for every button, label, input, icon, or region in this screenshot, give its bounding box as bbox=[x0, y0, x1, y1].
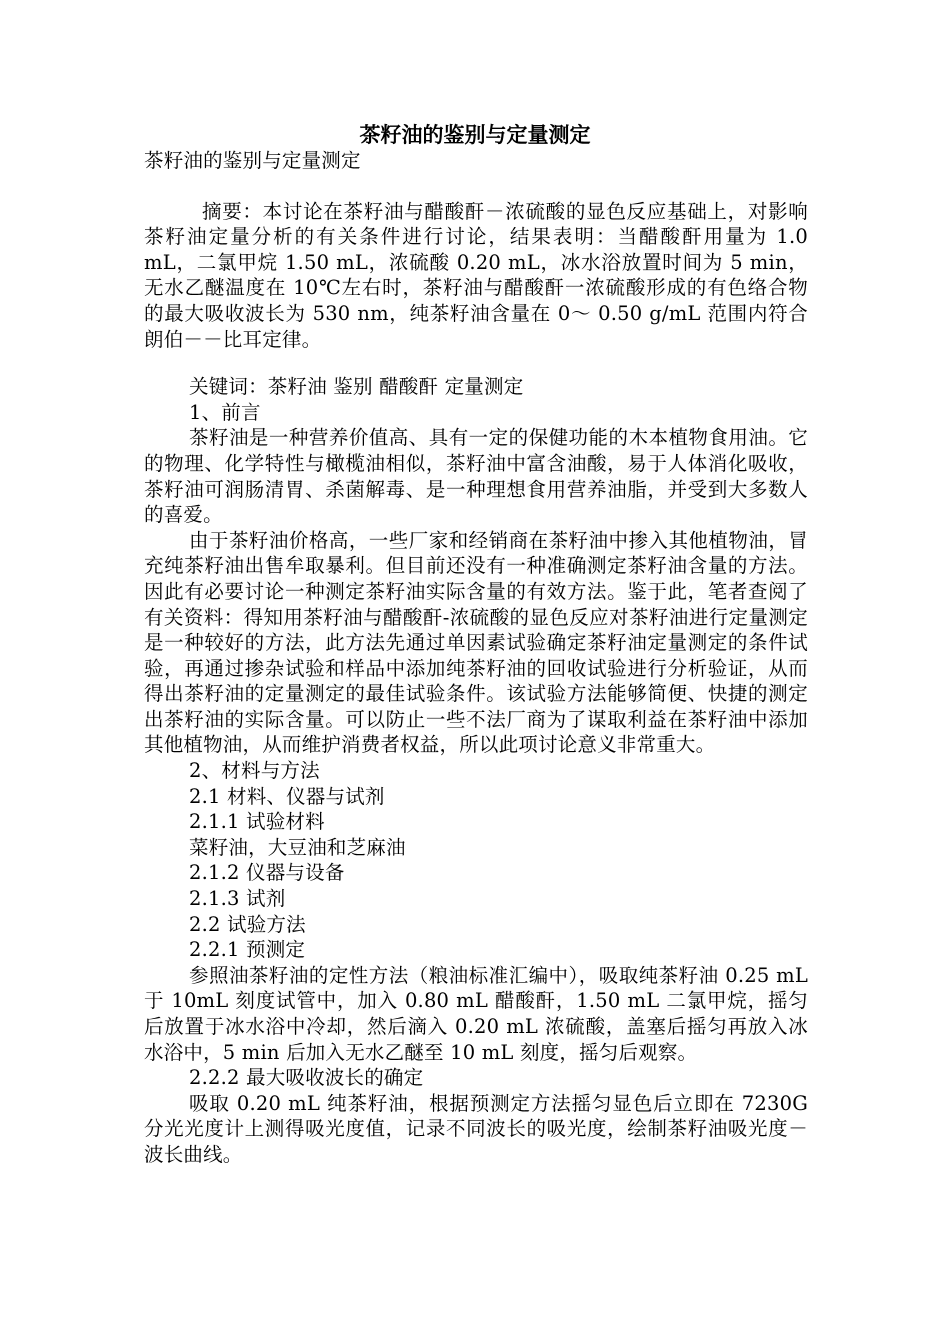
subsection-2-1-3: 2.1.3 试剂 bbox=[189, 887, 286, 911]
subsection-2-2-2: 2.2.2 最大吸收波长的确定 bbox=[189, 1066, 424, 1090]
subsection-2-1-2: 2.1.2 仪器与设备 bbox=[189, 861, 345, 885]
subsection-2-1: 2.1 材料、仪器与试剂 bbox=[189, 784, 385, 808]
keywords-line: 关键词：茶籽油 鉴别 醋酸酐 定量测定 bbox=[189, 375, 524, 399]
abstract-paragraph: 摘要：本讨论在茶籽油与醋酸酐－浓硫酸的显色反应基础上，对影响茶籽油定量分析的有关条件进行讨论，结果表明：当醋酸酐用量为 1.0 mL，二氯甲烷 1.50 mL，浓硫酸 0.20 mL，冰水浴放置时间为 5 min，无水乙醚温度在 10℃左右时，茶籽油与醋酸酐一浓硫酸形成的有色络合物的最大吸收波长为 530 nm，纯茶籽油含量在 0～ 0.50 g/mL 范围内符合朗伯－－比耳定律。 bbox=[144, 199, 808, 351]
section-heading-1: 1、前言 bbox=[189, 400, 261, 424]
intro-paragraph-2: 由于茶籽油价格高，一些厂家和经销商在茶籽油中掺入其他植物油，冒充纯茶籽油出售牟取暴利。但目前还没有一种准确测定茶籽油含量的方法。因此有必要讨论一种测定茶籽油实际含量的有效方法。鉴于此，笔者查阅了有关资料：得知用茶籽油与醋酸酐-浓硫酸的显色反应对茶籽油进行定量测定是一种较好的方法，此方法先通过单因素试验确定茶籽油定量测定的条件试验，再通过掺杂试验和样品中添加纯茶籽油的回收试验进行分析验证，从而得出茶籽油的定量测定的最佳试验条件。该试验方法能够简便、快捷的测定出茶籽油的实际含量。可以防止一些不法厂商为了谋取利益在茶籽油中添加其他植物油，从而维护消费者权益，所以此项讨论意义非常重大。 bbox=[144, 528, 808, 757]
subsection-2-1-1: 2.1.1 试验材料 bbox=[189, 810, 325, 834]
section-heading-2: 2、材料与方法 bbox=[189, 759, 320, 783]
subsection-2-2: 2.2 试验方法 bbox=[189, 912, 306, 936]
intro-paragraph-1: 茶籽油是一种营养价值高、具有一定的保健功能的木本植物食用油。它的物理、化学特性与橄榄油相似，茶籽油中富含油酸，易于人体消化吸收，茶籽油可润肠清胃、杀菌解毒、是一种理想食用营养油脂，并受到大多数人的喜爱。 bbox=[144, 426, 808, 527]
document-body bbox=[144, 148, 808, 1168]
subsection-2-2-1: 2.2.1 预测定 bbox=[189, 938, 306, 962]
predetermination-paragraph: 参照油茶籽油的定性方法（粮油标准汇编中），吸取纯茶籽油 0.25 mL 于 10mL 刻度试管中，加入 0.80 mL 醋酸酐，1.50 mL 二氯甲烷，摇匀后放置于冰水浴中冷却，然后滴入 0.20 mL 浓硫酸，盖塞后摇匀再放入冰水浴中，5 min 后加入无水乙醚至 10 mL 刻度，摇匀后观察。 bbox=[144, 963, 808, 1064]
materials-line: 菜籽油，大豆油和芝麻油 bbox=[189, 835, 406, 859]
max-absorption-paragraph: 吸取 0.20 mL 纯茶籽油，根据预测定方法摇匀显色后立即在 7230G 分光光度计上测得吸光度值，记录不同波长的吸光度，绘制茶籽油吸光度－波长曲线。 bbox=[144, 1091, 808, 1166]
document-title: 茶籽油的鉴别与定量测定 bbox=[359, 123, 591, 147]
document-subtitle: 茶籽油的鉴别与定量测定 bbox=[144, 149, 361, 172]
